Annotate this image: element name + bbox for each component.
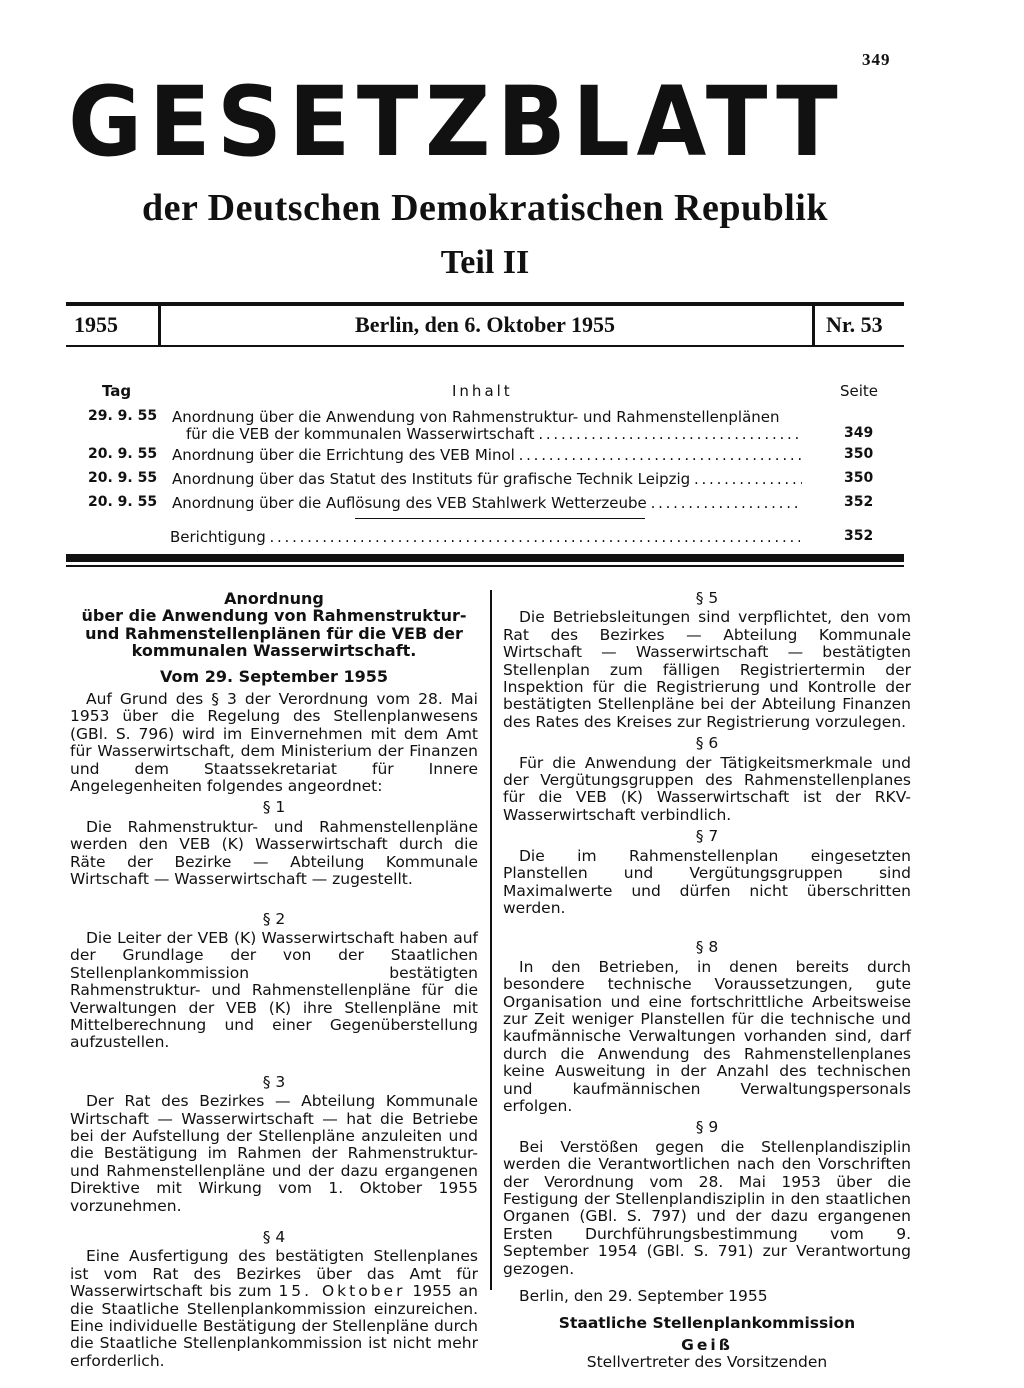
- masthead-subtitle: der Deutschen Demokratischen Republik: [142, 187, 828, 229]
- toc-col-tag: Tag: [102, 382, 132, 400]
- toc-date: 20. 9. 55: [88, 470, 158, 486]
- column-divider: [490, 590, 492, 1290]
- header-divider: [812, 302, 815, 347]
- section-text: Die Rahmenstruktur- und Rahmenstellenpläne werden den VEB (K) Wasserwirtschaft durch die Räte der Bezirke — Abteilung Kommunale Wirtschaft — Wasserwirtschaft — zugestellt.: [70, 817, 478, 889]
- section-heading: § 9: [695, 1118, 719, 1137]
- toc-entry: [66, 494, 896, 516]
- header-rule-top: [66, 302, 904, 306]
- left-column: [70, 590, 478, 1370]
- section-text: Der Rat des Bezirkes — Abteilung Kommunale Wirtschaft — Wasserwirtschaft — hat die Betriebe bei der Aufstellung der Stellenpläne anzuleiten und die Bestätigung im Rahmen der Rahmenstruktur- und Rahmenstellenpläne und der dazu ergangenen Direktive mit Wirkung vom 1. Oktober 1955 vorzunehmen.: [70, 1092, 478, 1215]
- ordinance-heading: Anordnung: [224, 589, 324, 608]
- section-text: Bei Verstößen gegen die Stellenplandisziplin werden die Verantwortlichen nach den Vorschriften der Verordnung vom 28. Mai 1953 über die Festigung der Stellenplandisziplin in den staatlichen Organen (GBl. S. 797) und der dazu ergangenen Ersten Durchführungsbestimmung vom 9. September 1954 (GBl. S. 791) zur Verantwortung gezogen.: [503, 1137, 911, 1278]
- closing-date: Berlin, den 29. September 1955: [519, 1287, 768, 1306]
- toc-page: 352: [844, 528, 874, 544]
- authority: Staatliche Stellenplankommission: [558, 1314, 856, 1333]
- section-heading: § 1: [262, 798, 286, 817]
- toc-col-seite: Seite: [840, 382, 879, 400]
- toc-date: 29. 9. 55: [88, 408, 158, 424]
- toc-date: 20. 9. 55: [88, 494, 158, 510]
- toc-col-inhalt: Inhalt: [452, 382, 513, 400]
- toc-date: 20. 9. 55: [88, 446, 158, 462]
- toc-page: 350: [844, 446, 874, 462]
- deadline-date: 15. Oktober: [278, 1282, 406, 1301]
- section-text: In den Betrieben, in denen bereits durch besondere technische Voraussetzungen, gute Organisation und eine fortschrittliche Arbeitsweise zur Zeit weniger Planstellen für die technische und kaufmännische Verwaltungen vorhanden sind, darf durch die Anwendung des Rahmenstellenplanes keine Ausweitung in der Anzahl des technischen und kaufmännischen Verwaltungspersonals erfolgen.: [503, 957, 911, 1115]
- section-text: Für die Anwendung der Tätigkeitsmerkmale und der Vergütungsgruppen des Rahmenstellenplanes für die VEB (K) Wasserwirtschaft ist der RKV-Wasserwirtschaft verbindlich.: [503, 753, 911, 824]
- section-heading: § 7: [695, 827, 719, 846]
- toc-title: Anordnung über die Auflösung des VEB Stahlwerk Wetterzeube: [172, 494, 647, 512]
- section-heading: § 4: [262, 1228, 286, 1246]
- toc-separator: [355, 518, 645, 519]
- toc-entry-cont: [66, 425, 896, 447]
- section-heading: § 5: [695, 589, 719, 607]
- toc-title: Anordnung über die Errichtung des VEB Minol: [172, 446, 515, 464]
- toc-correction-label: Berichtigung: [170, 528, 266, 546]
- issue-year: 1955: [74, 312, 118, 337]
- toc-title: Anordnung über die Anwendung von Rahmenstruktur- und Rahmenstellenplänen: [172, 408, 780, 426]
- section-heading: § 8: [695, 938, 719, 957]
- preamble: Auf Grund des § 3 der Verordnung vom 28. Mai 1953 über die Regelung des Stellenplanwesens (GBl. S. 796) wird im Einvernehmen mit dem Amt für Wasserwirtschaft, dem Ministerium der Finanzen und dem Staatssekretariat für Innere Angelegenheiten folgendes angeordnet:: [70, 690, 478, 796]
- header-rule-bottom: [66, 345, 904, 347]
- ordinance-title: über die Anwendung von Rahmenstruktur- und Rahmenstellenplänen für die VEB der kommunalen Wasserwirtschaft.: [81, 606, 467, 661]
- toc-page: 349: [844, 425, 874, 441]
- section-text: Die Leiter der VEB (K) Wasserwirtschaft haben auf der Grundlage der von der Staatlichen Stellenplankommission bestätigten Rahmenstruktur- und Rahmenstellenpläne für die Verwaltungen der VEB (K) ihre Stellenpläne mit Mittelberechnung und einer Gegenüberstellung aufzustellen.: [70, 928, 478, 1052]
- signer-role: Stellvertreter des Vorsitzenden: [586, 1353, 828, 1372]
- masthead-part: Teil II: [440, 244, 530, 281]
- toc-correction: [66, 528, 896, 550]
- toc-title: Anordnung über das Statut des Instituts für grafische Technik Leipzig: [172, 470, 691, 488]
- section-heading: § 3: [262, 1072, 286, 1091]
- ordinance-date: Vom 29. September 1955: [160, 666, 388, 686]
- section-heading: § 2: [262, 909, 286, 928]
- masthead-title: GESETZBLATT: [68, 66, 845, 178]
- right-column: [503, 590, 911, 1372]
- section-text: Die im Rahmenstellenplan eingesetzten Planstellen und Vergütungsgruppen sind Maximalwerte und dürfen nicht überschritten werden.: [503, 846, 911, 917]
- issue-number: Nr. 53: [826, 312, 883, 337]
- toc-title: für die VEB der kommunalen Wasserwirtschaft: [186, 425, 535, 443]
- page-number: 349: [862, 50, 891, 69]
- section-heading: § 6: [695, 734, 719, 753]
- signer: Geiß: [681, 1335, 733, 1354]
- section-text: Eine Ausfertigung des bestätigten Stellenplanes ist vom Rat des Bezirkes über das Amt für Wasserwirtschaft bis zum 15. Oktober 1955 an die Staatliche Stellenplankommission einzureichen. Eine individuelle Bestätigung der Stellenpläne durch die Staatliche Stellenplankommission ist nicht mehr erforderlich.: [70, 1247, 478, 1370]
- toc-entry: [66, 470, 896, 492]
- toc-page: 352: [844, 494, 874, 510]
- toc-bottom-rule-thin: [66, 565, 904, 567]
- toc-bottom-rule: [66, 554, 904, 562]
- issue-place-date: Berlin, den 6. Oktober 1955: [355, 312, 615, 337]
- section-text: Die Betriebsleitungen sind verpflichtet, den vom Rat des Bezirkes — Abteilung Kommunale Wirtschaft — Wasserwirtschaft — bestätigten Stellenplan zum fälligen Registriertermin der Inspektion für die Registrierung und Kontrolle der bestätigten Stellenpläne bei der Abteilung Finanzen des Rates des Kreises zur Registrierung vorzulegen.: [503, 608, 911, 731]
- toc-page: 350: [844, 470, 874, 486]
- toc-entry: [66, 446, 896, 468]
